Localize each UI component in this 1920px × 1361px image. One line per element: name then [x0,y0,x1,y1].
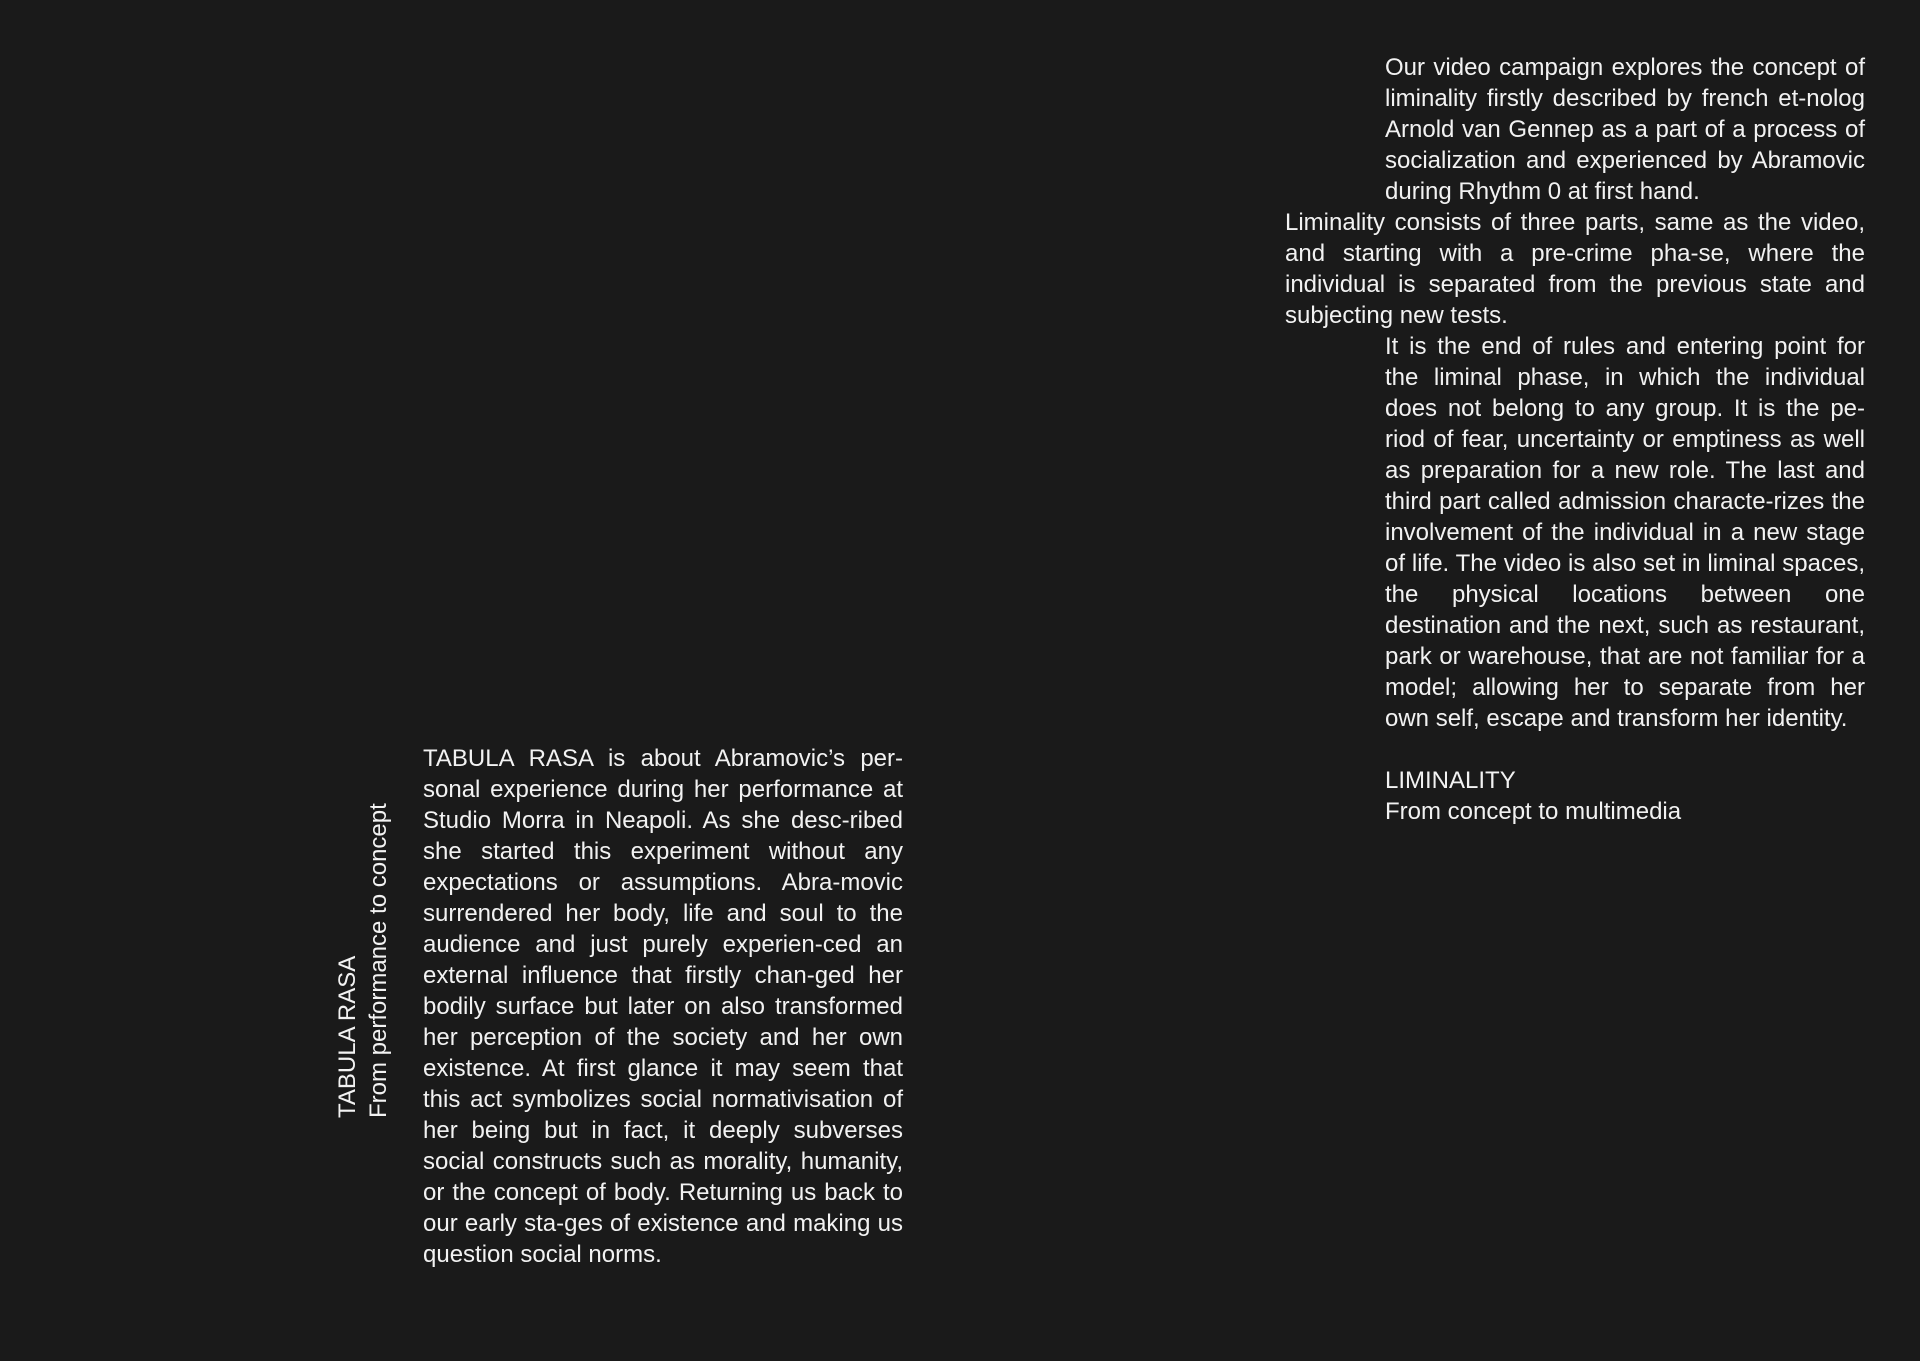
paragraph-video-campaign: Our video campaign explores the concept of liminality firstly described by french et-nolog Arnold van Gennep as a part of a process of socialization and experienced by Abramovic during Rhythm 0 at first hand. [1385,54,1865,205]
vertical-title [332,803,394,1118]
liminality-heading-title: LIMINALITY [1385,767,1516,794]
paragraph-liminality-parts: Liminality consists of three parts, same as the video, and starting with a pre-crime pha-se, where the individual is separated from the previous state and subjecting new tests. [1285,209,1865,329]
liminality-heading [1335,765,1865,827]
paragraph-liminal-phase: It is the end of rules and entering point for the liminal phase, in which the individual does not belong to any group. It is the pe-riod of fear, uncertainty or emptiness as well as preparation for a new role. The last and third part called admission characte-rizes the involvement of the individual in a new stage of life. The video is also set in liminal spaces, the physical locations between one destination and the next, such as restaurant, park or warehouse, that are not familiar for a model; allowing her to separate from her own self, escape and transform her identity. [1385,333,1865,732]
tabula-rasa-body-text: TABULA RASA is about Abramovic’s per-sonal experience during her performance at Studio Morra in Neapoli. As she desc-ribed she started this experiment without any expectations or assumptions. Abra-movic surrendered her body, life and soul to the audience and just purely experien-ced an external influence that firstly chan-ged her bodily surface but later on also transformed her perception of the society and her own existence. At first glance it may seem that this act symbolizes social normativisation of her being but in fact, it deeply subverses social constructs such as morality, humanity, or the concept of body. Returning us back to our early sta-ges of existence and making us question social norms. [423,745,903,1268]
liminality-heading-subtitle: From concept to multimedia [1385,798,1682,825]
liminality-text-column [1285,52,1865,827]
vertical-title-heading: TABULA RASA [334,955,361,1118]
vertical-title-subtitle: From performance to concept [365,803,392,1118]
